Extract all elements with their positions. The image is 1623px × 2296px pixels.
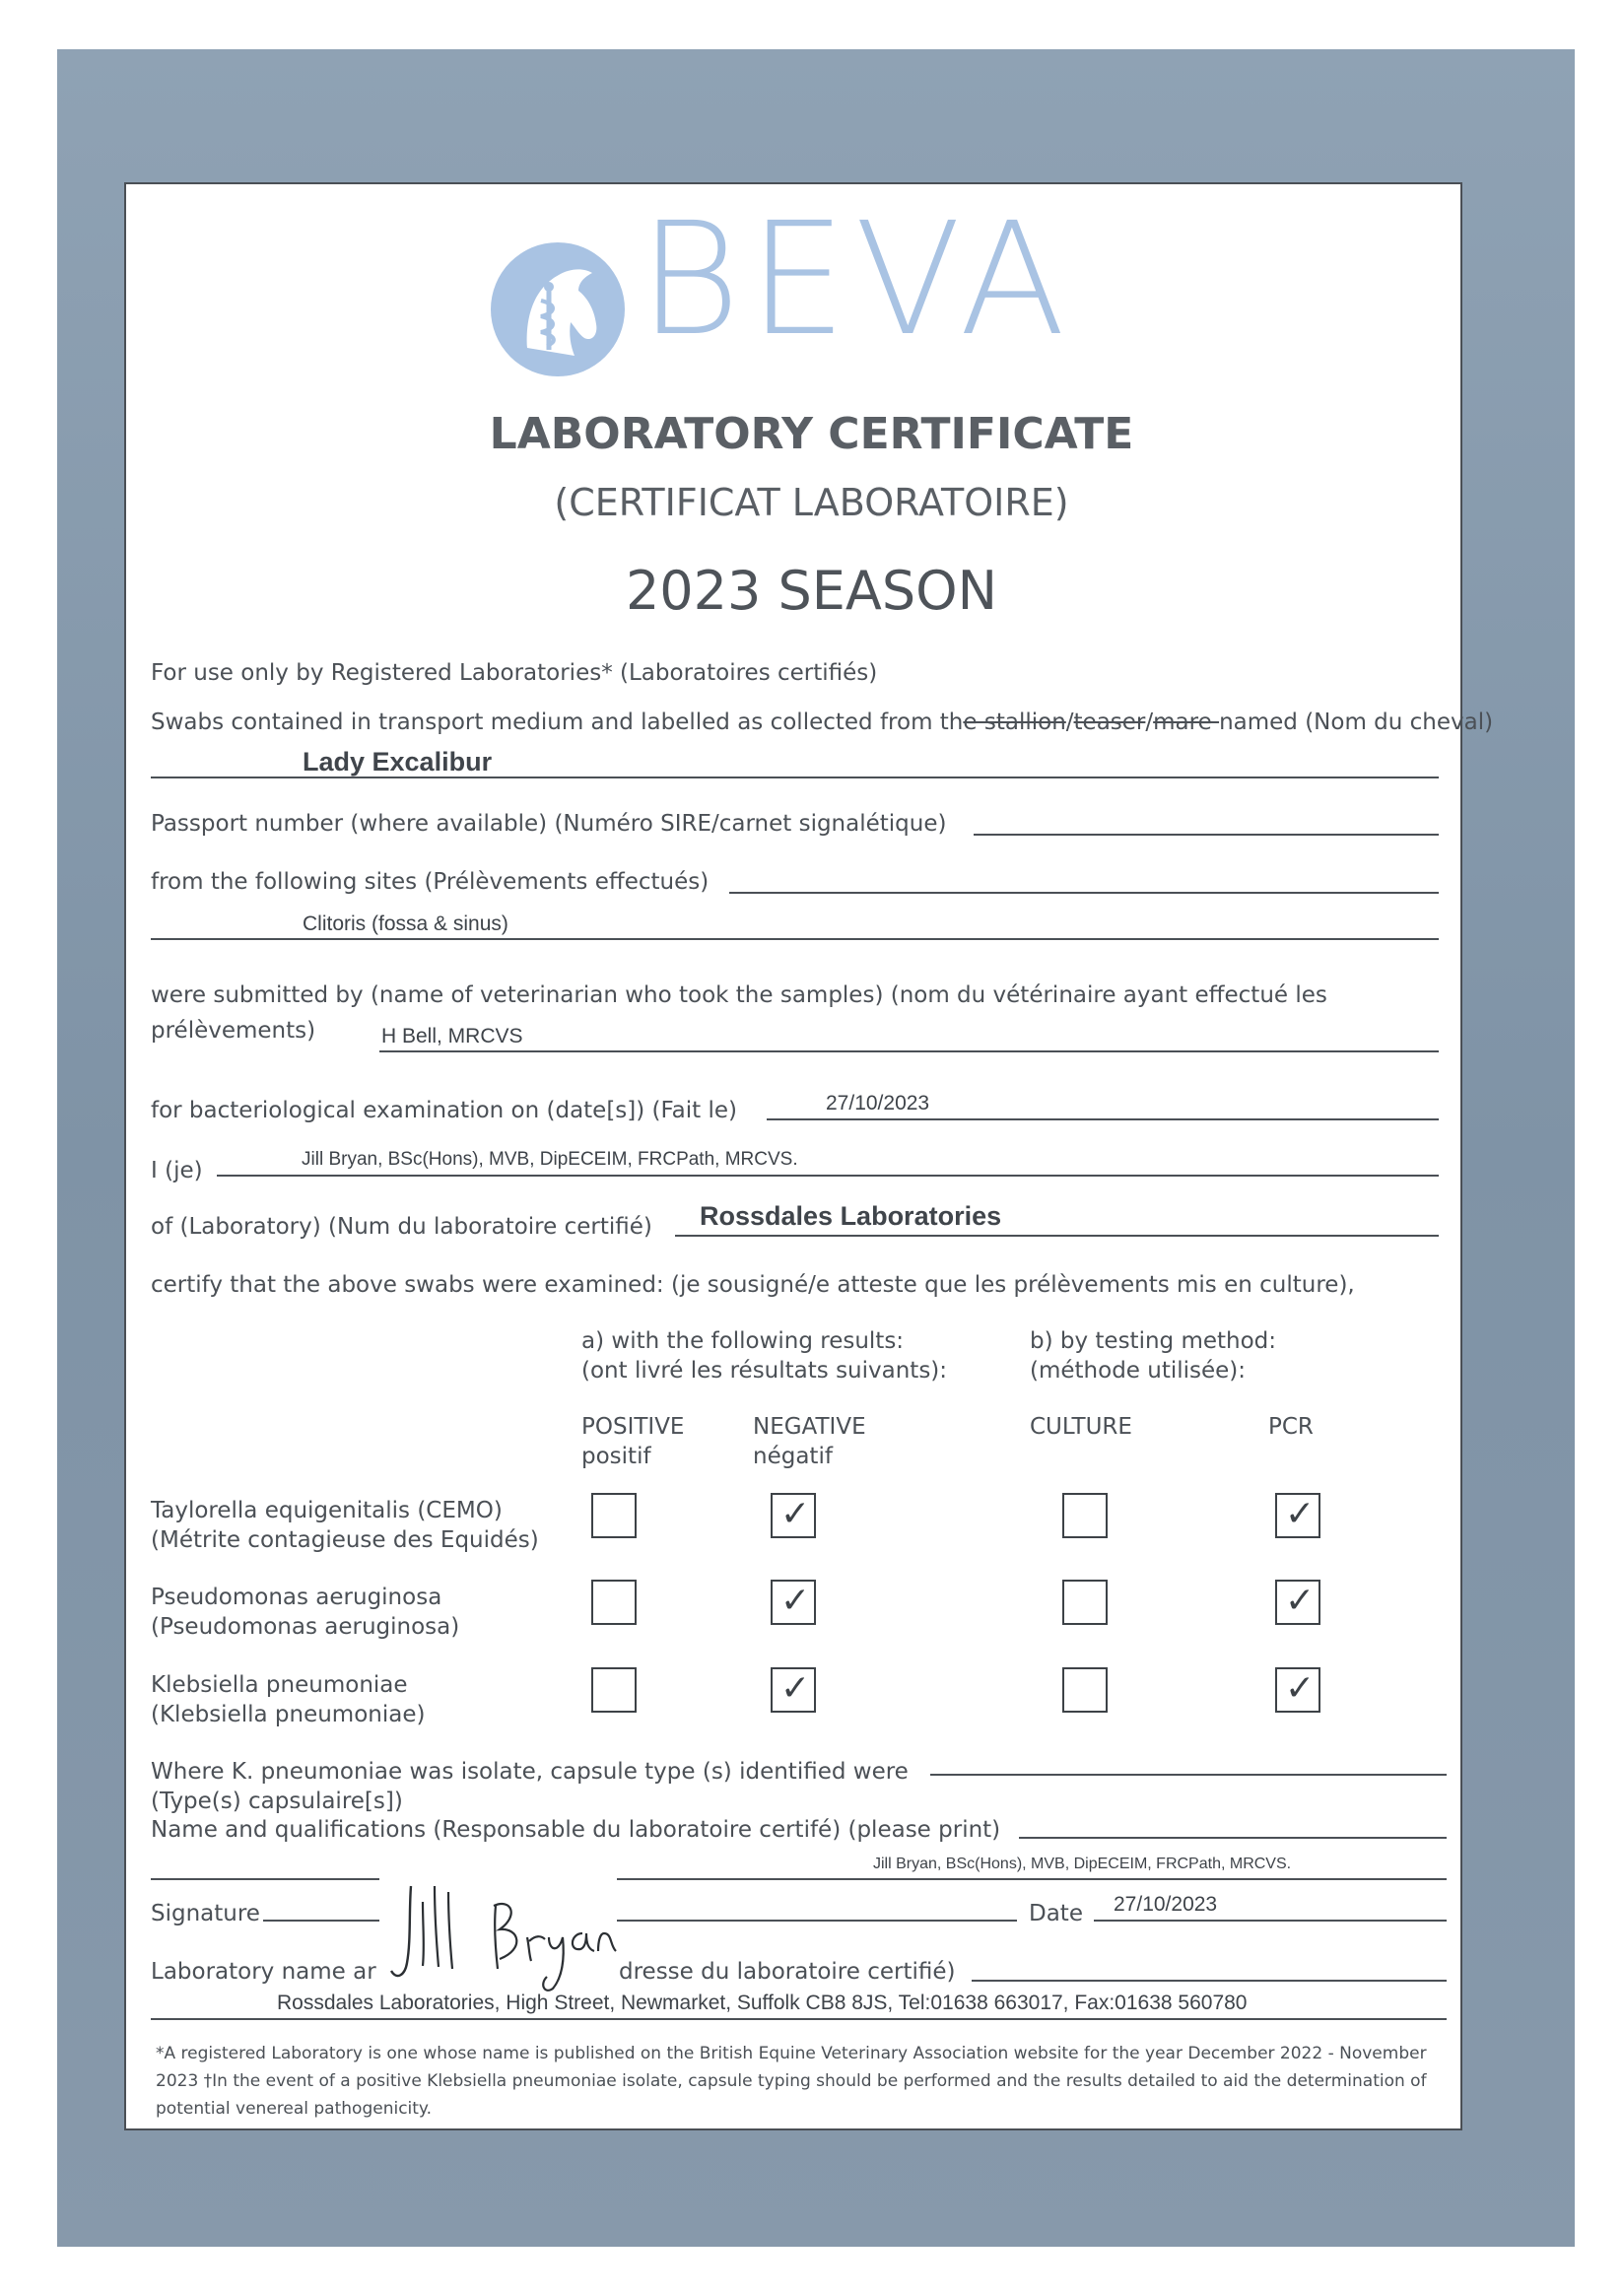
responsible-line-1 (1019, 1837, 1447, 1839)
i-je-line (217, 1175, 1439, 1177)
result-organism-name-fr: (Pseudomonas aeruginosa) (151, 1614, 460, 1640)
capsule-label: Where K. pneumoniae was isolate, capsule type (s) identified were (151, 1759, 909, 1785)
pcr-checkbox[interactable] (1275, 1667, 1320, 1713)
i-je-value: Jill Bryan, BSc(Hons), MVB, DipECEIM, FRCPath, MRCVS. (302, 1149, 798, 1170)
result-organism-name: Klebsiella pneumoniae (151, 1672, 408, 1698)
exam-date-line (767, 1118, 1439, 1120)
passport-line (974, 834, 1439, 836)
responsible-value: Jill Bryan, BSc(Hons), MVB, DipECEIM, FRCPath, MRCVS. (873, 1856, 1292, 1872)
check-mark-icon: ✓ (1285, 1494, 1316, 1534)
culture-checkbox[interactable] (1062, 1580, 1108, 1625)
result-organism-name-fr: (Klebsiella pneumoniae) (151, 1702, 426, 1727)
signature-line-a (263, 1920, 379, 1922)
laboratory-line (675, 1235, 1439, 1237)
certify-statement: certify that the above swabs were examined: (je sousigné/e atteste que les prélèvements mis en culture), (151, 1272, 1355, 1298)
date-line (1094, 1920, 1447, 1922)
horse-name-line (151, 777, 1439, 778)
negative-checkbox[interactable] (771, 1493, 816, 1538)
sites-line-1 (729, 892, 1439, 894)
results-group-a: a) with the following results: (581, 1328, 905, 1354)
laboratory-label: of (Laboratory) (Num du laboratoire certifié) (151, 1214, 652, 1240)
negative-checkbox[interactable] (771, 1667, 816, 1713)
responsible-line-2a (151, 1878, 379, 1880)
negative-checkbox[interactable] (771, 1580, 816, 1625)
col-negative-fr: négatif (753, 1444, 833, 1469)
col-culture: CULTURE (1030, 1414, 1132, 1440)
positive-checkbox[interactable] (591, 1667, 637, 1713)
address-label-end: dresse du laboratoire certifié) (619, 1959, 956, 1985)
capsule-line (930, 1774, 1447, 1776)
check-mark-icon: ✓ (1285, 1581, 1316, 1621)
sites-line-2 (151, 938, 1439, 940)
responsible-line-2b (617, 1878, 1447, 1880)
submitted-value: H Bell, MRCVS (381, 1025, 523, 1047)
signature-label: Signature (151, 1901, 260, 1926)
col-pcr: PCR (1268, 1414, 1314, 1440)
capsule-label-fr: (Type(s) capsulaire[s]) (151, 1789, 403, 1814)
results-group-b-fr: (méthode utilisée): (1030, 1358, 1247, 1384)
responsible-label: Name and qualifications (Responsable du laboratoire certifé) (please print) (151, 1817, 1001, 1843)
check-mark-icon: ✓ (780, 1581, 811, 1621)
col-positive-fr: positif (581, 1444, 651, 1469)
culture-checkbox[interactable] (1062, 1493, 1108, 1538)
col-positive: POSITIVE (581, 1414, 685, 1440)
pcr-checkbox[interactable] (1275, 1493, 1320, 1538)
results-group-a-fr: (ont livré les résultats suivants): (581, 1358, 948, 1384)
i-je-label: I (je) (151, 1158, 203, 1183)
positive-checkbox[interactable] (591, 1580, 637, 1625)
sites-value: Clitoris (fossa & sinus) (303, 912, 508, 935)
footnote-line-2: 2023 †In the event of a positive Klebsiella pneumoniae isolate, capsule typing should be performed and the results detailed to aid the determination of (156, 2071, 1427, 2091)
passport-label: Passport number (where available) (Numéro SIRE/carnet signalétique) (151, 811, 947, 837)
address-line-1 (972, 1980, 1447, 1982)
submitted-line (379, 1050, 1439, 1052)
exam-date-value: 27/10/2023 (826, 1092, 930, 1114)
results-group-b: b) by testing method: (1030, 1328, 1277, 1354)
swabs-statement: Swabs contained in transport medium and labelled as collected from the stallion/teaser/mare named (Nom du cheval) (151, 709, 1494, 735)
result-organism-name-fr: (Métrite contagieuse des Equidés) (151, 1527, 539, 1553)
horse-name-value: Lady Excalibur (303, 747, 493, 777)
check-mark-icon: ✓ (780, 1494, 811, 1534)
col-negative: NEGATIVE (753, 1414, 866, 1440)
check-mark-icon: ✓ (780, 1668, 811, 1709)
certificate-title: LABORATORY CERTIFICATE (489, 409, 1134, 459)
date-label: Date (1029, 1901, 1083, 1926)
submitted-label: were submitted by (name of veterinarian who took the samples) (nom du vétérinaire ayant effectué les (151, 982, 1327, 1008)
certificate-subtitle: (CERTIFICAT LABORATOIRE) (554, 481, 1069, 524)
handwritten-signature (389, 1872, 626, 2000)
pcr-checkbox[interactable] (1275, 1580, 1320, 1625)
check-mark-icon: ✓ (1285, 1668, 1316, 1709)
signature-line-b (617, 1920, 1017, 1922)
address-line-2 (151, 2018, 1447, 2020)
sites-label: from the following sites (Prélèvements effectués) (151, 869, 710, 895)
submitted-label-cont: prélèvements) (151, 1018, 316, 1044)
date-value: 27/10/2023 (1114, 1893, 1218, 1916)
footnote-line-3: potential venereal pathogenicity. (156, 2099, 432, 2119)
horse-head-caduceus-icon (488, 239, 628, 379)
laboratory-value: Rossdales Laboratories (700, 1201, 1002, 1231)
address-label: Laboratory name ar (151, 1959, 376, 1985)
use-only-note: For use only by Registered Laboratories* (Laboratoires certifiés) (151, 660, 878, 686)
address-value: Rossdales Laboratories, High Street, Newmarket, Suffolk CB8 8JS, Tel:01638 663017, Fax:01638 560780 (277, 1992, 1248, 2014)
result-organism-name: Taylorella equigenitalis (CEMO) (151, 1498, 503, 1523)
season-heading: 2023 SEASON (625, 560, 998, 622)
culture-checkbox[interactable] (1062, 1667, 1108, 1713)
exam-date-label: for bacteriological examination on (date[s]) (Fait le) (151, 1098, 737, 1123)
positive-checkbox[interactable] (591, 1493, 637, 1538)
footnote-line-1: *A registered Laboratory is one whose name is published on the British Equine Veterinary Association website for the year December 2022 - November (156, 2044, 1427, 2063)
logo-wordmark: BEVA (639, 189, 1074, 371)
result-organism-name: Pseudomonas aeruginosa (151, 1585, 442, 1610)
